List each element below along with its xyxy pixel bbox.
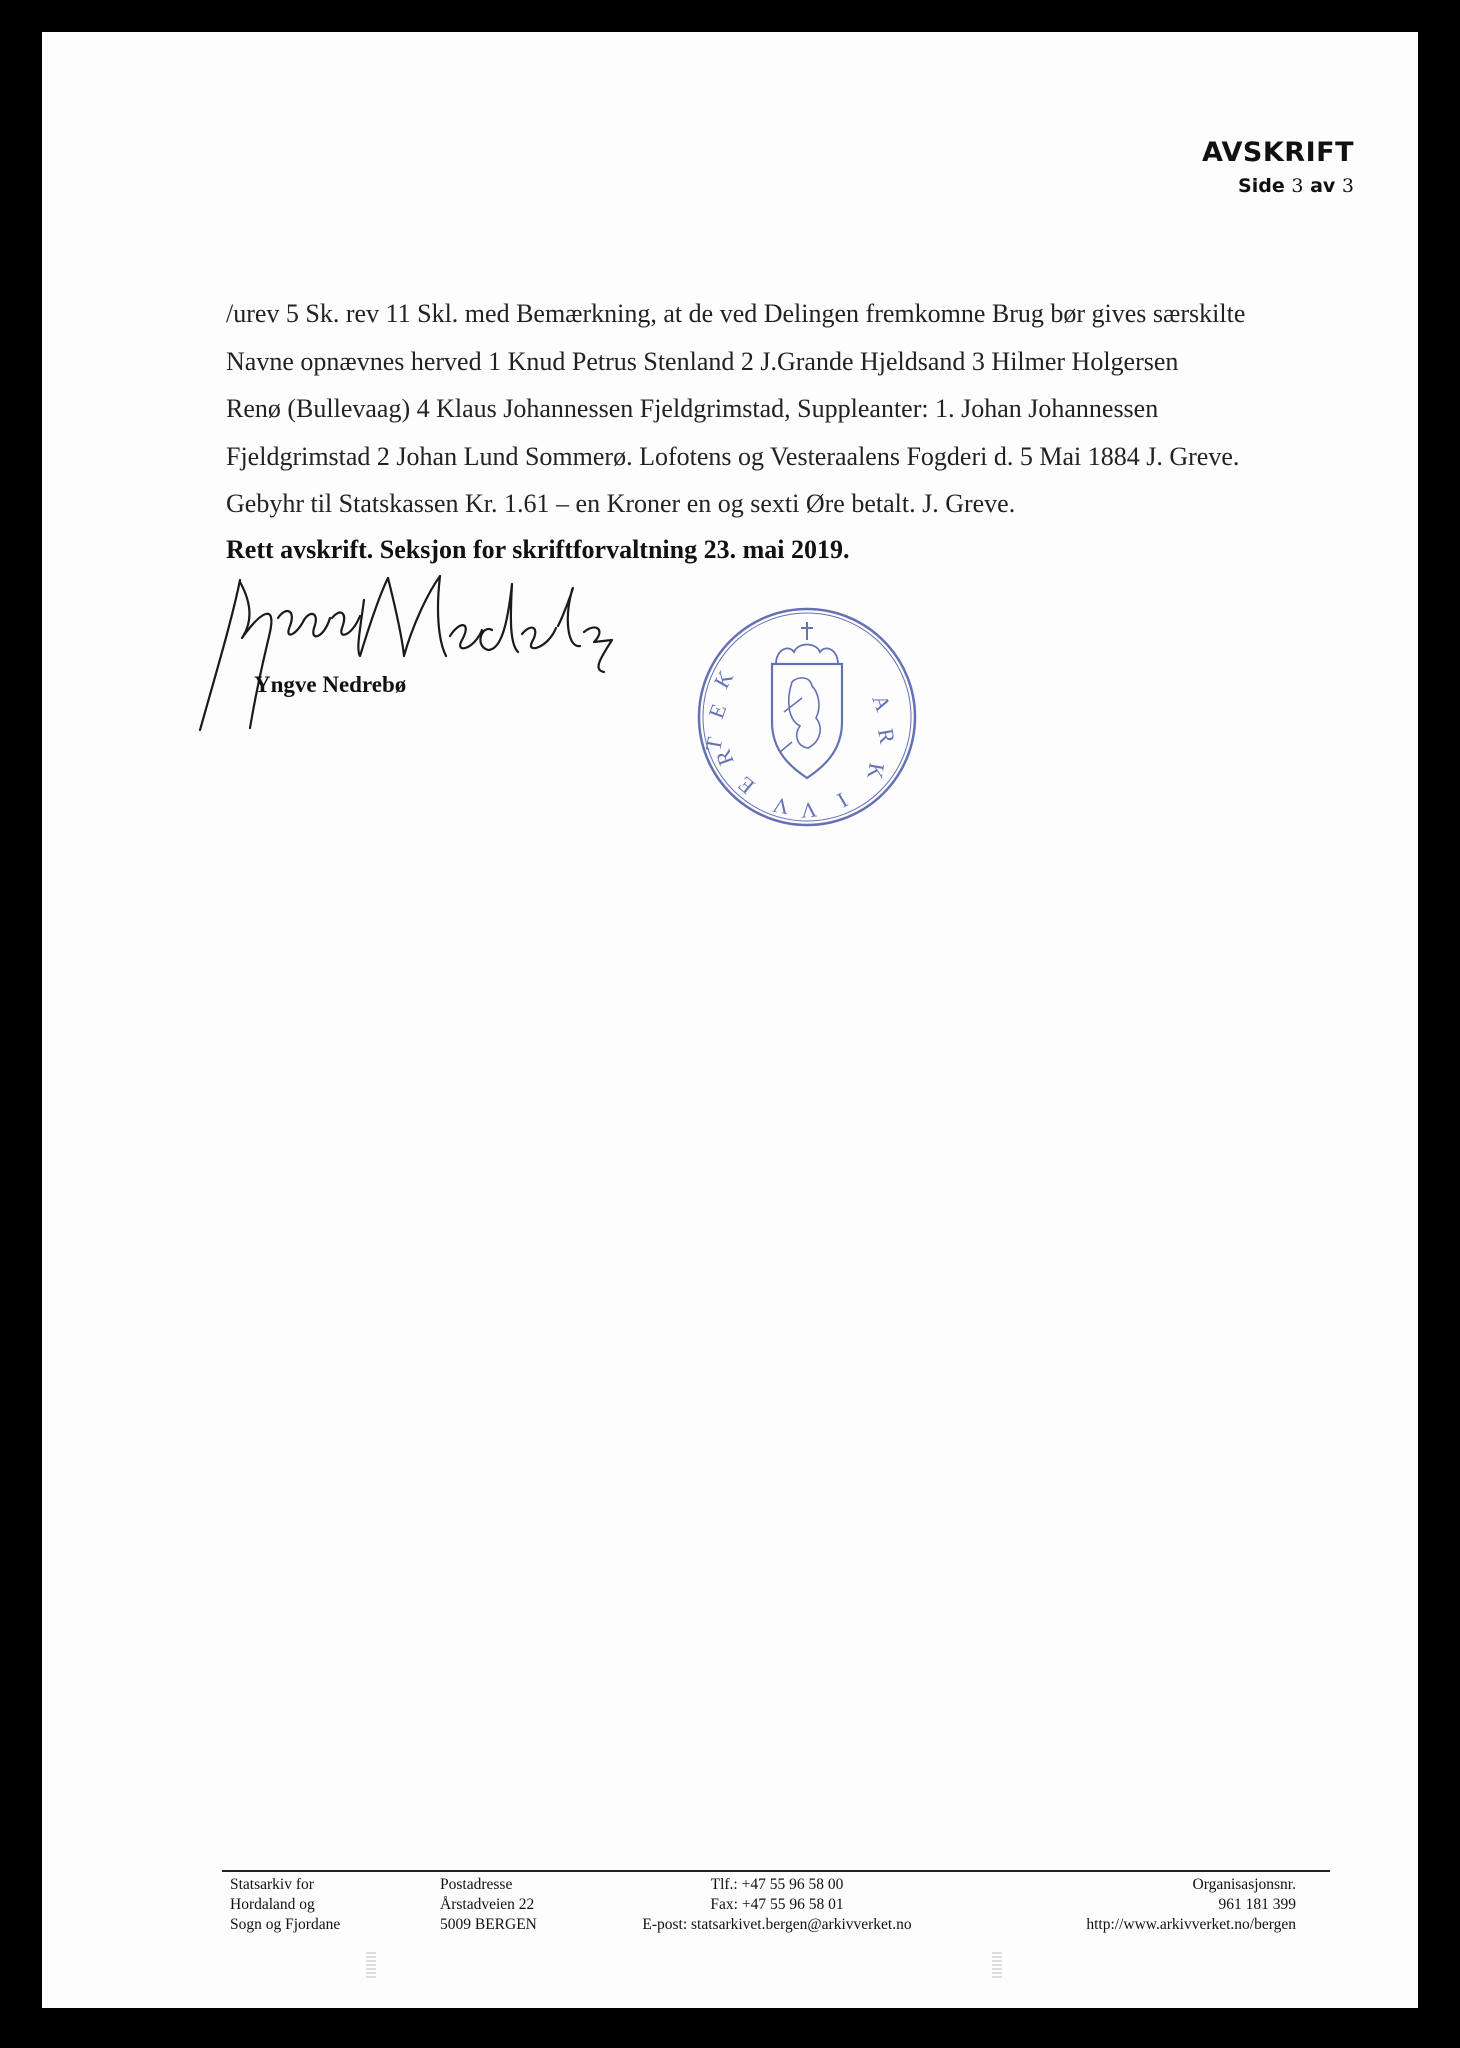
svg-text:R: R <box>710 746 739 769</box>
svg-text:I: I <box>833 787 852 813</box>
document-page <box>42 32 1418 2008</box>
handwritten-signature <box>192 560 632 750</box>
footer-institution: Statsarkiv for Hordaland og Sogn og Fjordane <box>230 1876 341 1933</box>
transcript-line: Fjeldgrimstad 2 Johan Lund Sommerø. Lofotens og Vesteraalens Fogderi d. 5 Mai 1884 J. Greve. <box>226 441 1240 471</box>
footer-divider <box>222 1870 1330 1872</box>
document-title: AVSKRIFT <box>1201 137 1354 168</box>
transcript-body <box>226 290 1356 573</box>
svg-text:E: E <box>703 700 732 722</box>
page-indicator <box>1202 172 1354 200</box>
certification-line: Rett avskrift. Seksjon for skriftforvaltning 23. mai 2019. <box>226 534 850 564</box>
svg-text:R: R <box>873 726 901 746</box>
svg-text:A: A <box>867 691 897 715</box>
signatory-name: Yngve Nedrebø <box>254 672 407 697</box>
footer-contact: Tlf.: +47 55 96 58 00 Fax: +47 55 96 58 01 E-post: statsarkivet.bergen@arkivverket.no <box>642 1876 912 1933</box>
transcript-line: Gebyhr til Statskassen Kr. 1.61 – en Kroner en og sexti Øre betalt. J. Greve. <box>226 489 1016 518</box>
page-current: 3 <box>1291 175 1304 197</box>
transcript-line: Navne opnævnes herved 1 Knud Petrus Stenland 2 J.Grande Hjeldsand 3 Hilmer Holgersen <box>226 346 1179 376</box>
transcript-line: /urev 5 Sk. rev 11 Skl. med Bemærkning, at de ved Delingen fremkomne Brug bør gives særskilte <box>226 299 1246 328</box>
svg-text:V: V <box>770 792 791 820</box>
page-total: 3 <box>1341 175 1354 197</box>
arkivverket-seal-stamp <box>692 602 922 832</box>
footer-organization: Organisasjonsnr. 961 181 399 http://www.arkivverket.no/bergen <box>1086 1876 1296 1933</box>
footer-postal-address: Postadresse Årstadveien 22 5009 BERGEN <box>440 1876 537 1933</box>
scan-artifact <box>366 1952 376 1978</box>
page-separator: av <box>1310 175 1336 197</box>
svg-text:V: V <box>799 797 818 824</box>
transcript-line: Renø (Bullevaag) 4 Klaus Johannessen Fjeldgrimstad, Suppleanter: 1. Johan Johannessen <box>226 394 1159 423</box>
document-header <box>1202 136 1354 200</box>
svg-text:K: K <box>708 666 739 693</box>
svg-text:E: E <box>732 771 760 800</box>
svg-text:K: K <box>862 761 890 782</box>
svg-text:T: T <box>700 735 728 753</box>
scan-artifact <box>992 1952 1002 1978</box>
page-prefix: Side <box>1238 175 1285 197</box>
